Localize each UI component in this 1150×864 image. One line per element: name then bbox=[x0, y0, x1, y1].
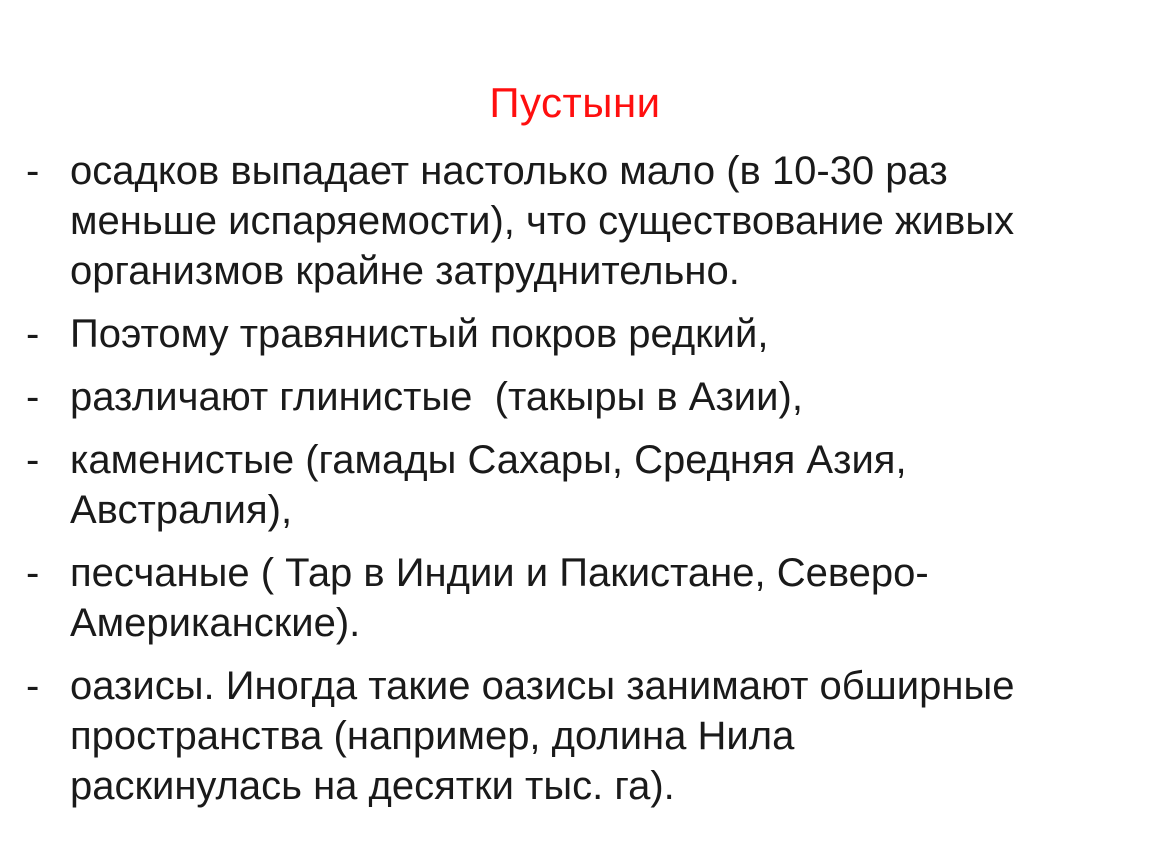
text-line: каменистые (гамады Сахары, Средняя Азия, bbox=[70, 438, 907, 482]
bullet-text bbox=[70, 435, 1120, 535]
bullet-text bbox=[70, 372, 1120, 422]
text-line: раскинулась на десятки тыс. га). bbox=[70, 764, 675, 808]
bullet-item bbox=[26, 372, 1120, 422]
bullet-marker: - bbox=[26, 312, 40, 356]
bullet-marker: - bbox=[26, 664, 40, 708]
text-line: различают глинистые (такыры в Азии), bbox=[70, 375, 803, 419]
text-line: пространства (например, долина Нила bbox=[70, 714, 795, 758]
text-line: Австралия), bbox=[70, 488, 293, 532]
bullet-text bbox=[70, 661, 1120, 811]
bullet-text bbox=[70, 548, 1120, 648]
text-line: организмов крайне затруднительно. bbox=[70, 249, 740, 293]
bullet-item bbox=[26, 435, 1120, 535]
text-line: меньше испаряемости), что существование живых bbox=[70, 199, 1015, 243]
text-line: Поэтому травянистый покров редкий, bbox=[70, 312, 769, 356]
bullet-text bbox=[70, 146, 1120, 296]
bullet-list bbox=[0, 146, 1150, 811]
slide-title: Пустыни bbox=[489, 79, 661, 126]
bullet-text bbox=[70, 309, 1120, 359]
text-line: песчаные ( Тар в Индии и Пакистане, Северо- bbox=[70, 551, 929, 595]
bullet-marker: - bbox=[26, 551, 40, 595]
bullet-item bbox=[26, 309, 1120, 359]
bullet-marker: - bbox=[26, 149, 40, 193]
text-line: оазисы. Иногда такие оазисы занимают обширные bbox=[70, 664, 1015, 708]
bullet-item bbox=[26, 661, 1120, 811]
bullet-item bbox=[26, 548, 1120, 648]
text-line: Американские). bbox=[70, 601, 361, 645]
bullet-item bbox=[26, 146, 1120, 296]
text-line: осадков выпадает настолько мало (в 10-30 раз bbox=[70, 149, 948, 193]
bullet-marker: - bbox=[26, 438, 40, 482]
bullet-marker: - bbox=[26, 375, 40, 419]
